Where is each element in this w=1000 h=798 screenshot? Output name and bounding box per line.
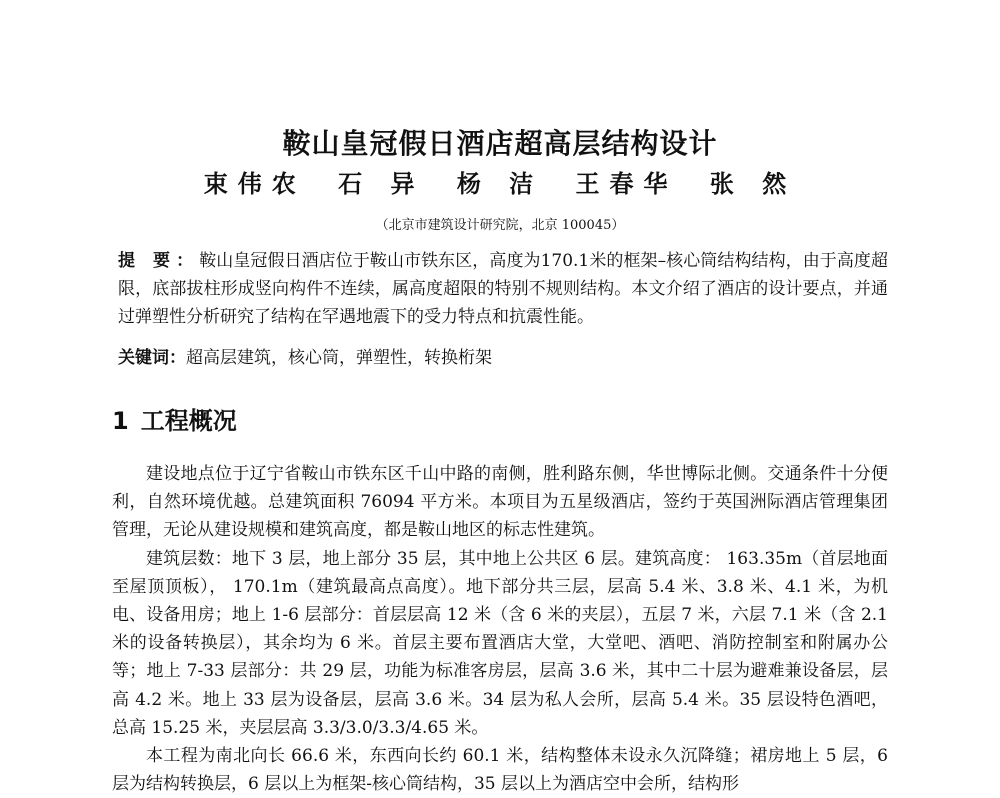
abstract-text: 鞍山皇冠假日酒店位于鞍山市铁东区，高度为170.1米的框架–核心筒结构结构，由于高度超限，底部拔柱形成竖向构件不连续，属高度超限的特别不规则结构。本文介绍了酒店的设计要点，并通过弹塑性分析研究了结构在罕遇地震下的受力特点和抗震性能。 — [118, 251, 888, 327]
section-heading — [112, 401, 237, 436]
abstract — [118, 247, 888, 331]
body-paragraph: 本工程为南北向长 66.6 米，东西向长约 60.1 米，结构整体未设永久沉降缝；裙房地上 5 层，6 层为结构转换层，6 层以上为框架-核心筒结构，35 层以上为酒店空中会所，结构形 — [112, 746, 888, 795]
abstract-label: 提 要： — [118, 251, 200, 271]
body-paragraph: 建设地点位于辽宁省鞍山市铁东区千山中路的南侧，胜利路东侧，华世博际北侧。交通条件十分便利，自然环境优越。总建筑面积 76094 平方米。本项目为五星级酒店，签约于英国洲际酒店管理集团管理，无论从建设规模和建筑高度，都是鞍山地区的标志性建筑。 — [112, 464, 888, 541]
keywords — [118, 344, 888, 372]
body-paragraph: 建筑层数：地下 3 层，地上部分 35 层，其中地上公共区 6 层。建筑高度： 163.35m（首层地面至屋顶顶板）， 170.1m（建筑最高点高度）。地下部分共三层，层高 5.4 米、3.8 米、4.1 米，为机电、设备用房；地上 1-6 层部分：首层层高 12 米（含 6 米的夹层），五层 7 米，六层 7.1 米（含 2.1 米的设备转换层），其余均为 6 米。首层主要布置酒店大堂，大堂吧、酒吧、消防控制室和附属办公等；地上 7-33 层部分：共 29 层，功能为标准客房层，层高 3.6 米，其中二十层为避难兼设备层，层高 4.2 米。地上 33 层为设备层，层高 3.6 米。34 层为私人会所，层高 5.4 米。35 层设特色酒吧，总高 15.25 米，夹层层高 3.3/3.0/3.3/4.65 米。 — [112, 548, 888, 738]
section-title: 工程概况 — [140, 407, 237, 435]
keywords-label: 关键词： — [118, 348, 186, 368]
author-name: 束伟农 — [203, 169, 306, 198]
author-name: 王春华 — [575, 169, 678, 198]
author-name: 石 异 — [338, 169, 425, 198]
affiliation: （北京市建筑设计研究院，北京 100045） — [375, 218, 625, 233]
author-name: 杨 洁 — [456, 169, 544, 198]
section-body — [112, 460, 888, 798]
paper-title: 鞍山皇冠假日酒店超高层结构设计 — [282, 127, 718, 160]
keywords-text: 超高层建筑，核心筒，弹塑性，转换桁架 — [186, 348, 492, 368]
author-name: 张 然 — [709, 169, 797, 198]
author-list — [0, 164, 1000, 199]
section-number: 1 — [112, 407, 129, 435]
